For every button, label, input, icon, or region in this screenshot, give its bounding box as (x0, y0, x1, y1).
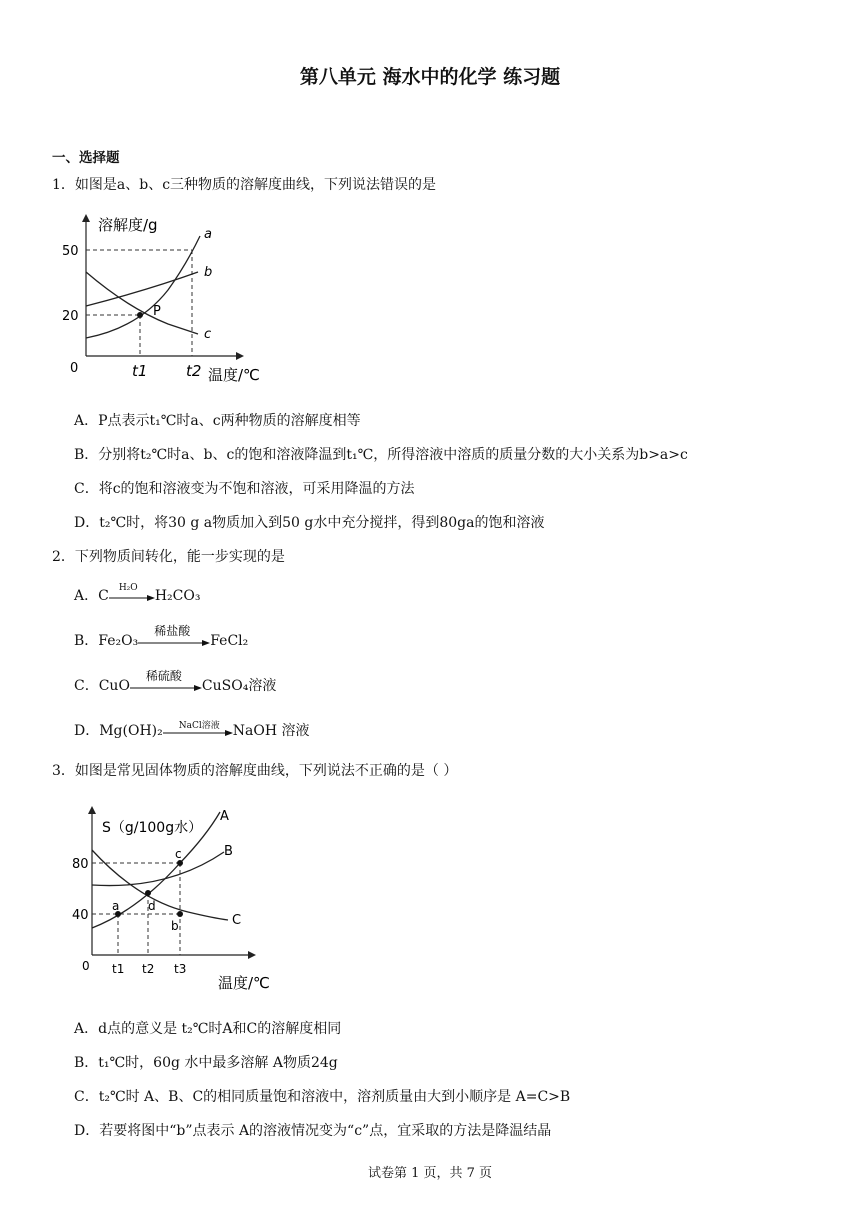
q1-curve-a-label: a (204, 227, 212, 242)
q1-xtick-t1: t1 (132, 362, 148, 380)
q2-option-d (74, 720, 309, 740)
q3-xlabel: 温度/℃ (218, 974, 270, 992)
q1-origin: 0 (70, 361, 79, 376)
q1-curve-c-label: c (204, 327, 212, 342)
q3-point-a-label: a (112, 899, 120, 913)
question-2-stem: 2．下列物质间转化，能一步实现的是 (52, 549, 285, 565)
q2-b-reactant: B．Fe₂O₃ (74, 633, 139, 649)
q2-a-reagent: H₂O (118, 583, 138, 593)
q1-option-a: A．P点表示t₁℃时a、c两种物质的溶解度相等 (74, 413, 361, 429)
q3-point-b-label: b (171, 919, 179, 933)
q3-xtick-t3: t3 (174, 962, 187, 976)
q2-c-product: CuSO₄溶液 (201, 678, 277, 694)
q3-y-arrow (88, 806, 96, 814)
q2-a-arrow (109, 583, 155, 603)
q2-option-b (74, 624, 249, 650)
q3-origin: 0 (82, 959, 90, 973)
q2-d-reactant: D．Mg(OH)₂ (74, 723, 163, 739)
q1-curve-b (86, 272, 198, 306)
q3-solubility-figure (68, 800, 288, 996)
q1-y-arrow (82, 214, 90, 222)
q1-ytick-50: 50 (62, 244, 79, 259)
q3-option-d: D．若要将图中“b”点表示 A的溶液情况变为“c”点，宜采取的方法是降温结晶 (74, 1123, 552, 1139)
page-footer: 试卷第 1 页，共 7 页 (367, 1166, 493, 1181)
q1-curve-b-label: b (204, 265, 213, 280)
q1-ytick-20: 20 (62, 309, 79, 324)
q3-option-b: B．t₁℃时，60g 水中最多溶解 A物质24g (74, 1055, 338, 1071)
q1-solubility-figure (58, 210, 278, 390)
q2-b-product: FeCl₂ (210, 633, 249, 649)
q1-option-b: B．分别将t₂℃时a、b、c的饱和溶液降温到t₁℃，所得溶液中溶质的质量分数的大小关系为b>a>c (74, 447, 688, 463)
q2-a-reactant: A．C (74, 588, 109, 604)
q2-c-reactant: C．CuO (74, 678, 130, 694)
q1-option-c: C．将c的饱和溶液变为不饱和溶液，可采用降温的方法 (74, 481, 415, 497)
page-title: 第八单元 海水中的化学 练习题 (299, 66, 561, 88)
q1-curve-a (86, 236, 200, 338)
q3-xtick-t2: t2 (142, 962, 155, 976)
q1-xtick-t2: t2 (186, 362, 202, 380)
q3-option-c: C．t₂℃时 A、B、C的相同质量饱和溶液中，溶剂质量由大到小顺序是 A=C>B (74, 1089, 571, 1105)
q3-xtick-t1: t1 (112, 962, 125, 976)
q3-ylabel: S（g/100g水） (102, 820, 203, 836)
q3-ytick-40: 40 (72, 908, 89, 923)
q1-point-p (137, 312, 143, 318)
q2-option-c (74, 669, 277, 695)
q2-d-reagent: NaCl溶液 (178, 721, 220, 731)
q3-curve-B-label: B (224, 844, 233, 859)
q1-curve-c (86, 272, 198, 334)
q2-option-a (74, 585, 200, 605)
q1-xlabel: 温度/℃ (208, 366, 260, 384)
q3-point-d-label: d (148, 899, 156, 913)
question-1-stem: 1．如图是a、b、c三种物质的溶解度曲线，下列说法错误的是 (52, 177, 437, 193)
q1-point-p-label: P (153, 304, 161, 319)
q2-d-arrow (163, 721, 233, 738)
q3-ytick-80: 80 (72, 857, 89, 872)
q2-d-product: NaOH 溶液 (232, 723, 310, 739)
q3-x-arrow (248, 951, 256, 959)
q3-point-b (177, 911, 183, 917)
q2-b-reagent: 稀盐酸 (154, 624, 191, 638)
q2-a-product: H₂CO₃ (154, 588, 201, 604)
q1-option-d: D．t₂℃时，将30 g a物质加入到50 g水中充分搅拌，得到80ga的饱和溶液 (74, 515, 545, 531)
q2-b-arrow (138, 624, 210, 648)
q3-curve-A-label: A (220, 809, 229, 824)
q1-x-arrow (236, 352, 244, 360)
q2-c-reagent: 稀硫酸 (145, 669, 182, 683)
q3-point-d (145, 890, 151, 896)
q3-point-c-label: c (175, 847, 182, 861)
q1-ylabel: 溶解度/g (98, 216, 158, 234)
q2-c-arrow (130, 669, 202, 693)
section-heading: 一、选择题 (52, 150, 120, 166)
question-3-stem: 3．如图是常见固体物质的溶解度曲线，下列说法不正确的是（ ） (52, 763, 458, 779)
q3-option-a: A．d点的意义是 t₂℃时A和C的溶解度相同 (74, 1021, 342, 1037)
q3-curve-C-label: C (232, 913, 242, 928)
